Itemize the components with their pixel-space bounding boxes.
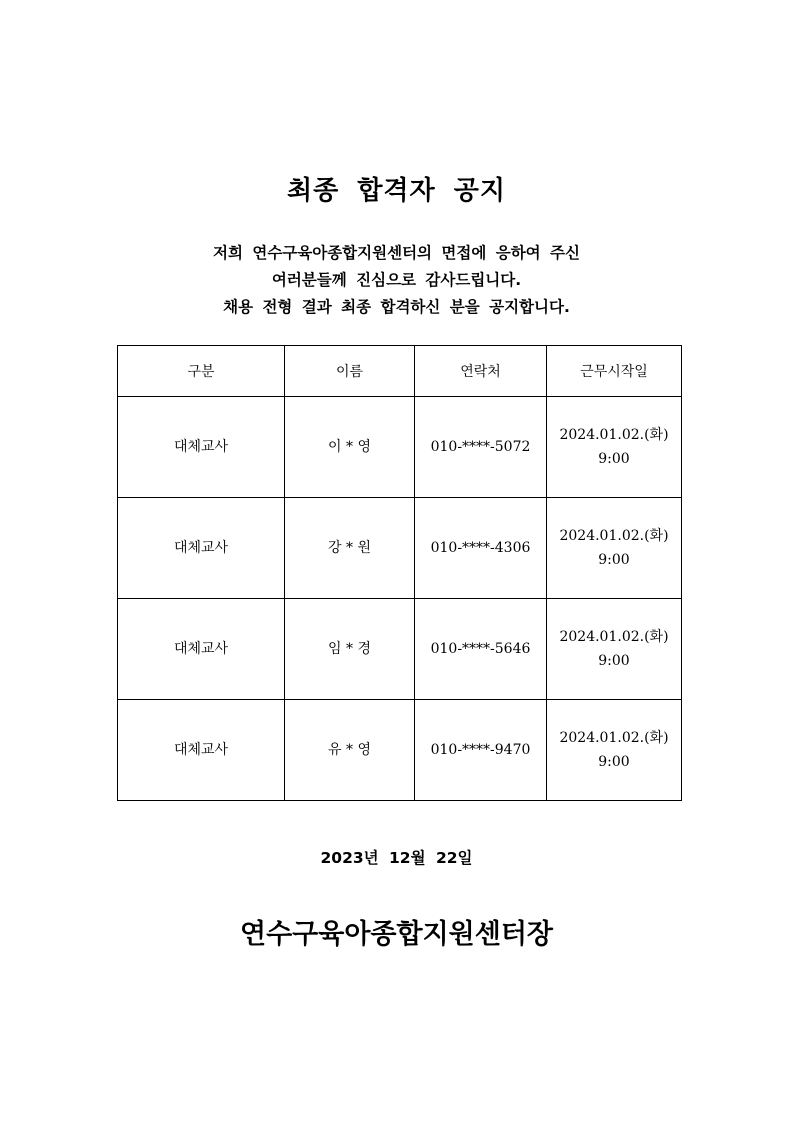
- page-title: 최종 합격자 공지: [287, 176, 506, 206]
- cell-start-time: 9:00: [598, 653, 630, 669]
- cell-start: [547, 599, 682, 700]
- intro-line: 채용 전형 결과 최종 합격하신 분을 공지합니다.: [223, 298, 570, 316]
- cell-start-date: 2024.01.02.(화): [559, 528, 669, 544]
- header-phone: 연락처: [415, 346, 547, 397]
- table-row: [118, 498, 682, 599]
- cell-start-time: 9:00: [598, 451, 630, 467]
- cell-name: 유 * 영: [285, 700, 415, 801]
- cell-start-time: 9:00: [598, 552, 630, 568]
- cell-phone: 010-****-9470: [415, 700, 547, 801]
- header-category: 구분: [118, 346, 285, 397]
- cell-start: [547, 498, 682, 599]
- cell-start-date: 2024.01.02.(화): [559, 730, 669, 746]
- cell-phone: 010-****-5072: [415, 397, 547, 498]
- intro-line: 저희 연수구육아종합지원센터의 면접에 응하여 주신: [213, 244, 580, 262]
- cell-start: [547, 397, 682, 498]
- signature-title: 연수구육아종합지원센터장: [240, 919, 553, 950]
- header-start-date: 근무시작일: [547, 346, 682, 397]
- cell-start: [547, 700, 682, 801]
- results-table: [117, 345, 682, 801]
- cell-name: 임 * 경: [285, 599, 415, 700]
- cell-start-date: 2024.01.02.(화): [559, 629, 669, 645]
- table-row: [118, 599, 682, 700]
- cell-start-date: 2024.01.02.(화): [559, 427, 669, 443]
- cell-name: 강 * 원: [285, 498, 415, 599]
- table-row: [118, 700, 682, 801]
- cell-category: 대체교사: [118, 700, 285, 801]
- cell-category: 대체교사: [118, 599, 285, 700]
- intro-paragraph: [0, 240, 793, 321]
- cell-category: 대체교사: [118, 498, 285, 599]
- header-name: 이름: [285, 346, 415, 397]
- cell-phone: 010-****-4306: [415, 498, 547, 599]
- table-header-row: [118, 346, 682, 397]
- notice-date: 2023년 12월 22일: [320, 849, 473, 867]
- cell-phone: 010-****-5646: [415, 599, 547, 700]
- intro-line: 여러분들께 진심으로 감사드립니다.: [271, 271, 522, 289]
- table-row: [118, 397, 682, 498]
- cell-category: 대체교사: [118, 397, 285, 498]
- cell-start-time: 9:00: [598, 754, 630, 770]
- cell-name: 이 * 영: [285, 397, 415, 498]
